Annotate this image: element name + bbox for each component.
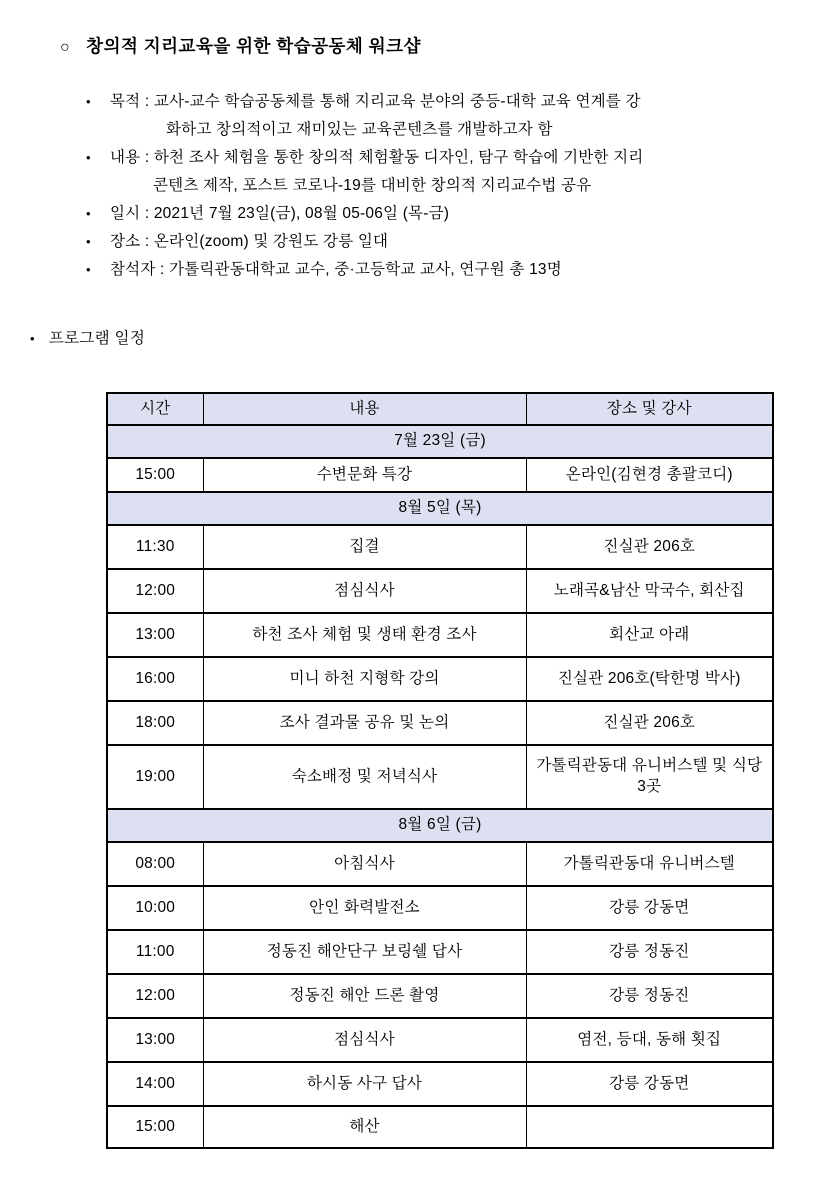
section-row-aug5 — [107, 492, 773, 525]
header-place: 장소 및 강사 — [526, 393, 773, 425]
bullet-icon: • — [86, 150, 91, 165]
table-row — [107, 745, 773, 809]
cell-time: 12:00 — [107, 569, 203, 613]
cell-place: 강릉 강동면 — [526, 886, 773, 930]
place-line: 장소 : 온라인(zoom) 및 강원도 강릉 일대 — [110, 233, 389, 250]
cell-place: 강릉 정동진 — [526, 974, 773, 1018]
cell-content: 정동진 해안 드론 촬영 — [203, 974, 526, 1018]
intro-bullet-list — [86, 88, 776, 284]
cell-place: 노래곡&남산 막국수, 회산집 — [526, 569, 773, 613]
header-time: 시간 — [107, 393, 203, 425]
table-row — [107, 569, 773, 613]
list-item-content — [86, 144, 776, 200]
bullet-icon: • — [86, 94, 91, 109]
table-row — [107, 657, 773, 701]
list-item-attendees — [86, 256, 776, 284]
cell-time: 11:00 — [107, 930, 203, 974]
section-label: 7월 23일 (금) — [107, 425, 773, 458]
cell-content: 집결 — [203, 525, 526, 569]
cell-place — [526, 1106, 773, 1148]
list-item-datetime — [86, 200, 776, 228]
cell-time: 12:00 — [107, 974, 203, 1018]
table-header-row — [107, 393, 773, 425]
bullet-icon: • — [86, 234, 91, 249]
schedule-table — [106, 392, 774, 1149]
table-row — [107, 930, 773, 974]
table-row — [107, 842, 773, 886]
section-row-aug6 — [107, 809, 773, 842]
cell-content: 해산 — [203, 1106, 526, 1148]
cell-content: 점심식사 — [203, 1018, 526, 1062]
cell-time: 13:00 — [107, 613, 203, 657]
table-row — [107, 701, 773, 745]
cell-time: 18:00 — [107, 701, 203, 745]
cell-place: 회산교 아래 — [526, 613, 773, 657]
bullet-icon: • — [86, 206, 91, 221]
content-line-1: 내용 : 하천 조사 체험을 통한 창의적 체험활동 디자인, 탐구 학습에 기반한 지리 — [110, 149, 644, 166]
cell-content: 점심식사 — [203, 569, 526, 613]
cell-time: 19:00 — [107, 745, 203, 809]
table-row — [107, 974, 773, 1018]
purpose-line-1: 목적 : 교사-교수 학습공동체를 통해 지리교육 분야의 중등-대학 교육 연계를 강 — [110, 93, 641, 110]
table-row — [107, 1062, 773, 1106]
cell-time: 15:00 — [107, 458, 203, 492]
section-row-jul23 — [107, 425, 773, 458]
datetime-line: 일시 : 2021년 7월 23일(금), 08월 05-06일 (목-금) — [110, 205, 450, 222]
cell-time: 13:00 — [107, 1018, 203, 1062]
cell-content: 숙소배정 및 저녁식사 — [203, 745, 526, 809]
cell-content: 아침식사 — [203, 842, 526, 886]
cell-content: 미니 하천 지형학 강의 — [203, 657, 526, 701]
table-row — [107, 1106, 773, 1148]
cell-place: 진실관 206호 — [526, 525, 773, 569]
table-row — [107, 525, 773, 569]
cell-time: 08:00 — [107, 842, 203, 886]
cell-content: 하천 조사 체험 및 생태 환경 조사 — [203, 613, 526, 657]
list-item-place — [86, 228, 776, 256]
circle-bullet-icon: ○ — [60, 39, 71, 56]
page-title: 창의적 지리교육을 위한 학습공동체 워크샵 — [86, 36, 421, 56]
content-line-2: 콘텐츠 제작, 포스트 코로나-19를 대비한 창의적 지리교수법 공유 — [153, 177, 592, 194]
table-row — [107, 1018, 773, 1062]
list-item-purpose — [86, 88, 776, 144]
section-label: 8월 5일 (목) — [107, 492, 773, 525]
attendees-line: 참석자 : 가톨릭관동대학교 교수, 중·고등학교 교사, 연구원 총 13명 — [110, 261, 562, 278]
cell-place: 강릉 정동진 — [526, 930, 773, 974]
cell-place: 염전, 등대, 동해 횟집 — [526, 1018, 773, 1062]
bullet-icon: • — [86, 262, 91, 277]
cell-time: 10:00 — [107, 886, 203, 930]
cell-content: 조사 결과물 공유 및 논의 — [203, 701, 526, 745]
cell-content: 하시동 사구 답사 — [203, 1062, 526, 1106]
table-row — [107, 613, 773, 657]
cell-content: 수변문화 특강 — [203, 458, 526, 492]
cell-time: 16:00 — [107, 657, 203, 701]
program-heading-label: 프로그램 일정 — [48, 330, 146, 347]
cell-time: 14:00 — [107, 1062, 203, 1106]
header-content: 내용 — [203, 393, 526, 425]
cell-place: 진실관 206호 — [526, 701, 773, 745]
purpose-line-2: 화하고 창의적이고 재미있는 교육콘텐츠를 개발하고자 함 — [166, 121, 553, 138]
cell-place: 가톨릭관동대 유니버스텔 및 식당 3곳 — [526, 745, 773, 809]
program-schedule-heading — [30, 326, 145, 348]
cell-place: 진실관 206호(탁한명 박사) — [526, 657, 773, 701]
cell-time: 15:00 — [107, 1106, 203, 1148]
cell-place: 가톨릭관동대 유니버스텔 — [526, 842, 773, 886]
table-row — [107, 458, 773, 492]
bullet-icon: • — [30, 331, 35, 346]
cell-content: 정동진 해안단구 보링쉘 답사 — [203, 930, 526, 974]
cell-time: 11:30 — [107, 525, 203, 569]
cell-content: 안인 화력발전소 — [203, 886, 526, 930]
document-title-row — [60, 33, 421, 58]
cell-place: 온라인(김현경 총괄코디) — [526, 458, 773, 492]
section-label: 8월 6일 (금) — [107, 809, 773, 842]
table-row — [107, 886, 773, 930]
cell-place: 강릉 강동면 — [526, 1062, 773, 1106]
